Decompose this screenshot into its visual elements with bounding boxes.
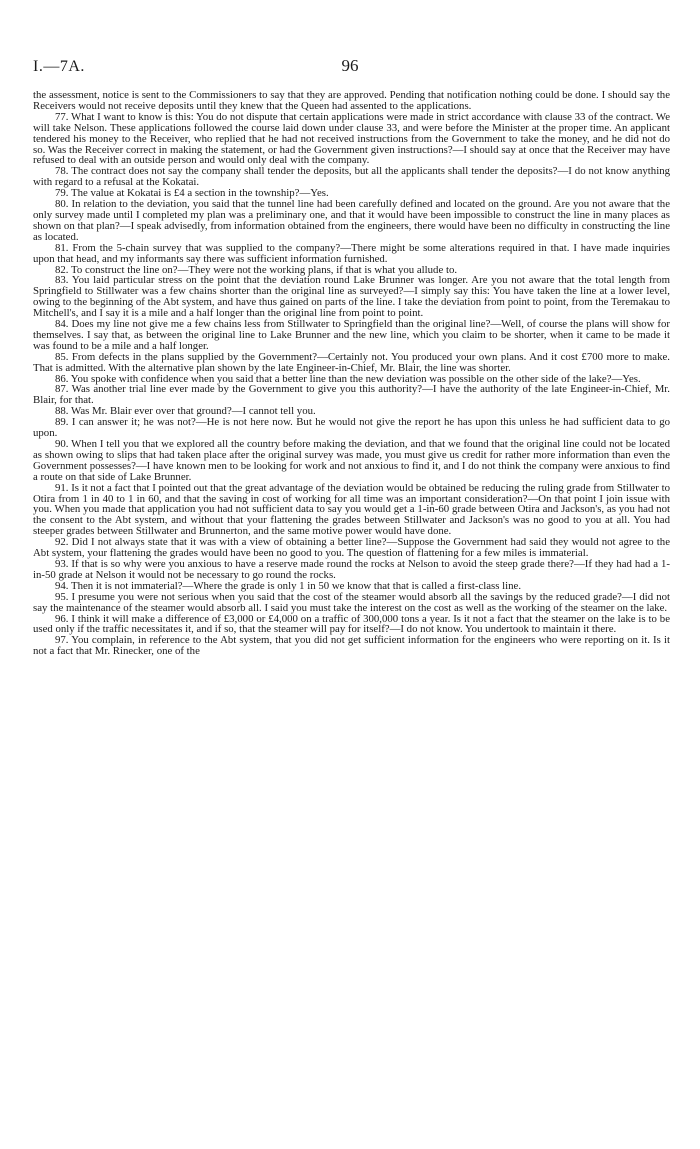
paragraph: 77. What I want to know is this: You do not dispute that certain applications were made in strict accordance with clause 33 of the contract. We will take Nelson. These applications followed the course laid down under clause 33, and were before the Minister at the proper time. An applicant tendered his money to the Receiver, who replied that he had not received instructions from the Government to take the money, and he did not do so. Was the Receiver correct in making the statement, or had the Government given instructions?—I should say at once that the Receiver may have refused to deal with an outside person and would only deal with the company. — [33, 110, 670, 167]
paragraph: 95. I presume you were not serious when you said that the cost of the steamer would absorb all the savings by the reduced grade?—I did not say the maintenance of the steamer would absorb all. I said you must take the interest on the cost as well as the working of the steamer on the lake. — [33, 590, 670, 614]
page-number: 96 — [341, 56, 359, 75]
paragraph: 84. Does my line not give me a few chains less from Stillwater to Springfield than the original line?—Well, of course the plans will show for themselves. I say that, as between the original line to Lake Brunner and the new line, which you claim to be shorter, when it came to be made it was found to be a mile and a half longer. — [33, 318, 670, 352]
paragraph: the assessment, notice is sent to the Commissioners to say that they are approved. Pending that notification nothing could be done. I should say the Receivers would not receive deposits until they knew that the Queen had assented to the applications. — [33, 89, 670, 112]
paragraph: 86. You spoke with confidence when you said that a better line than the new deviation was possible on the other side of the lake?—Yes. — [55, 372, 641, 385]
paragraph: 85. From defects in the plans supplied by the Government?—Certainly not. You produced your own plans. And it cost £700 more to make. That is admitted. With the alternative plan shown by the late Engineer-in-Chief, Mr. Blair, the line was shorter. — [33, 350, 670, 374]
paragraph: 83. You laid particular stress on the point that the deviation round Lake Brunner was longer. Are you not aware that the total length from Springfield to Stillwater was a few chains shorter than the original line as surveyed?—I simply say this: You have taken the line at a lower level, owing to the beginning of the Abt system, and have thus gained on parts of the line. I take the deviation from point to point, from the Teremakau to Mitchell's, and I say it is a mile and a half longer than the original line from point to point. — [33, 274, 670, 320]
paragraph: 94. Then it is not immaterial?—Where the grade is only 1 in 50 we know that that is called a first-class line. — [55, 579, 522, 592]
paragraph: 82. To construct the line on?—They were not the working plans, if that is what you allude to. — [55, 263, 458, 276]
paragraph: 96. I think it will make a difference of £3,000 or £4,000 on a traffic of 300,000 tons a year. Is it not a fact that the steamer on the lake is to be used only if the traffic necessitates it, and if so, that the steamer will pay for itself?—I do not know. You undertook to maintain it there. — [33, 612, 670, 636]
paragraph: 88. Was Mr. Blair ever over that ground?—I cannot tell you. — [55, 405, 316, 418]
paragraph: 90. When I tell you that we explored all the country before making the deviation, and that we found that the original line could not be located as shown owing to slips that had taken place after the original survey was made, you must give us credit for rather more information than even the Government possesses?—I have known men to be looking for work and not anxious to find it, and I do not think the company were anxious to find a route on that side of Lake Brunner. — [33, 438, 670, 483]
paragraph: 78. The contract does not say the company shall tender the deposits, but all the applicants shall tender the deposits?—I do not know anything with regard to a refusal at the Kokatai. — [33, 165, 670, 189]
paragraph: 91. Is it not a fact that I pointed out that the great advantage of the deviation would be obtained be reducing the ruling grade from Stillwater to Otira from 1 in 40 to 1 in 60, and that the saving in cost of working for all time was an important consideration?—On that point I join issue with you. When you made that application you had not sufficient data to say you would get a 1-in-60 grade between Otira and Jackson's, as you had not the consent to the Abt system, and without that your flattening the grades between Stillwater and Jackson's was no good to you at all. You had steeper grades between Stillwater and Brunnerton, and the same motive power would have done. — [33, 481, 670, 538]
paragraph: 97. You complain, in reference to the Abt system, that you did not get sufficient information for the engineers who were reporting on it. Is it not a fact that Mr. Rinecker, one of the — [33, 634, 670, 658]
paragraph: 93. If that is so why were you anxious to have a reserve made round the rocks at Nelson to avoid the steep grade there?—If they had had a 1-in-50 grade at Nelson it would not be necessary to go round the rocks. — [33, 557, 670, 581]
paragraph: 79. The value at Kokatai is £4 a section in the township?—Yes. — [55, 187, 329, 200]
paragraph: 89. I can answer it; he was not?—He is not here now. But he would not give the report he has upon this unless he had sufficient data to go upon. — [33, 416, 670, 440]
paragraph: 92. Did I not always state that it was with a view of obtaining a better line?—Suppose the Government had said they would not agree to the Abt system, your flattening the grades would have been no good to you. The question of flattening for a few miles is immaterial. — [33, 536, 670, 560]
document-body — [33, 90, 670, 657]
paragraph: 80. In relation to the deviation, you said that the tunnel line had been carefully defined and located on the ground. Are you not aware that the only survey made until I completed my plan was a preliminary one, and that it would have been impossible to construct the line in many places as shown on that plan?—I speak advisedly, from information obtained from the engineers, there would have been no difficulty in constructing the line as located. — [33, 198, 670, 243]
paragraph: 81. From the 5-chain survey that was supplied to the company?—There might be some alterations required in that. I have made inquiries upon that head, and my informants say there was sufficient information furnished. — [33, 241, 670, 265]
paragraph: 87. Was another trial line ever made by the Government to give you this authority?—I have the authority of the late Engineer-in-Chief, Mr. Blair, for that. — [33, 383, 670, 407]
document-reference: I.—7A. — [33, 58, 85, 75]
